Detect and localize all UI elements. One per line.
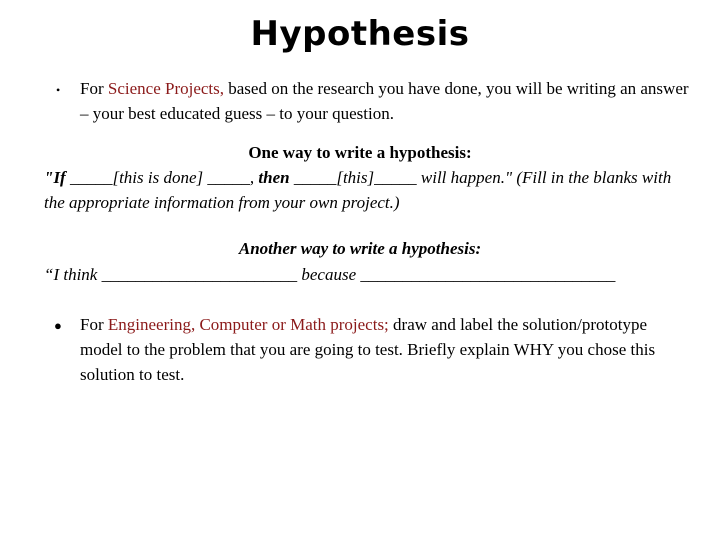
science-projects-highlight: Science Projects, [107, 79, 225, 98]
bullet-body: based on the research you have done, you will be writing an answer – your best educated guess – to your question. [80, 79, 689, 123]
blank-because: ______________________________ [360, 265, 616, 284]
bullet-prefix: For [80, 79, 108, 98]
bullet-marker: • [56, 83, 61, 97]
bullet-body: draw and label the solution/prototype model to the problem that you are going to test. Briefly explain WHY you chose this solution to test. [80, 315, 656, 384]
segment-3: [this] [336, 168, 375, 187]
way2-heading: Another way to write a hypothesis: [238, 239, 482, 258]
blank-1: _____ [69, 168, 113, 187]
then-word: then [258, 168, 294, 187]
blank-2: _____ [207, 168, 250, 187]
segment-2: , [249, 168, 259, 187]
blank-4: _____ [374, 168, 417, 187]
segment-1: [this is done] [112, 168, 208, 187]
engineering-projects-text [80, 312, 690, 387]
segment-4: will happen." (Fill in the blanks with the appropriate information from your own project.) [44, 168, 672, 212]
way1-heading: One way to write a hypothesis: [248, 143, 472, 162]
way1-template [44, 165, 684, 215]
blank-3: _____ [293, 168, 337, 187]
engineering-projects-highlight: Engineering, Computer or Math projects; [107, 315, 389, 334]
bullet-marker: ● [54, 318, 62, 333]
i-think-prefix: “I think [44, 265, 102, 284]
way2-template [44, 262, 684, 287]
if-word: "If [44, 168, 70, 187]
bullet-prefix: For [80, 315, 108, 334]
science-projects-text [80, 76, 690, 126]
blank-think: _______________________ [101, 265, 298, 284]
because-word: because [297, 265, 361, 284]
page-title: Hypothesis [250, 14, 470, 54]
